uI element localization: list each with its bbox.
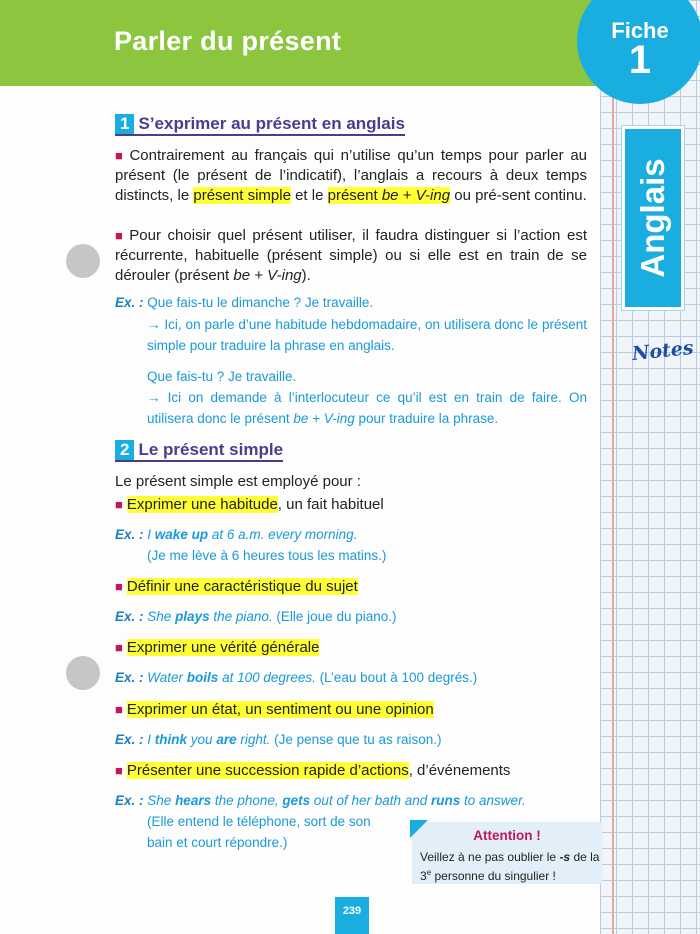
example-label: Ex. : (115, 732, 144, 747)
highlight: Exprimer une vérité générale (126, 639, 320, 656)
text: boils (186, 670, 219, 685)
text: I (147, 732, 155, 747)
text: the phone, (211, 793, 283, 808)
text: Water (147, 670, 187, 685)
text: wake up (154, 527, 209, 542)
text: She (147, 609, 176, 624)
notes-label: Notes (631, 336, 695, 366)
text: be + V-ing (233, 267, 302, 284)
page-title: Parler du présent (114, 26, 342, 56)
text: -s (559, 850, 571, 864)
text: to answer. (460, 793, 526, 808)
text: , un fait habituel (277, 496, 384, 513)
highlight: Présenter une succession rapide d’actions (126, 762, 409, 779)
bullet-square-icon: ■ (115, 228, 126, 243)
highlight: présent simple (193, 187, 291, 204)
text: gets (282, 793, 311, 808)
text: hears (175, 793, 212, 808)
section-2-title (115, 440, 283, 462)
section-2-title-text: Le présent simple (138, 440, 284, 459)
bullet-square-icon: ■ (115, 497, 123, 512)
text: be + V-ing (293, 411, 355, 426)
text: ou pré-sent continu. (450, 187, 587, 204)
text: Veillez à ne pas oublier le (420, 850, 560, 864)
text: personne du singulier ! (431, 869, 556, 883)
example-succession-translation-2: bain et court répondre.) (147, 835, 288, 850)
bullet-square-icon: ■ (115, 763, 123, 778)
header-banner (0, 0, 620, 86)
section-2-intro: Le présent simple est employé pour : (115, 473, 361, 490)
text: (Je pense que tu as raison.) (270, 732, 442, 747)
usage-characteristic (115, 577, 358, 597)
text: , d’événements (408, 762, 511, 779)
section-2-number: 2 (115, 440, 134, 460)
example-state (115, 729, 555, 750)
text: Pour choisir quel présent utiliser, il faudra distinguer si l’action est récurrente, habituelle (présent simple) ou si elle est en train de se dérouler (présent (115, 227, 587, 284)
text: (Elle joue du piano.) (272, 609, 397, 624)
subject-tab[interactable] (622, 126, 684, 310)
text: the piano. (209, 609, 273, 624)
example-habit (115, 524, 555, 545)
text: think (154, 732, 188, 747)
example-succession (115, 790, 587, 811)
text: She (147, 793, 176, 808)
attention-title: Attention ! (473, 828, 541, 843)
usage-general-truth (115, 638, 319, 658)
margin-line (612, 0, 614, 934)
example-label: Ex. : (115, 793, 144, 808)
text: (L’eau bout à 100 degrés.) (315, 670, 478, 685)
attention-box (412, 822, 602, 884)
text: right. (236, 732, 271, 747)
example-succession-translation-1: (Elle entend le téléphone, sort de son (147, 814, 371, 829)
text: présent (327, 187, 382, 204)
text: ). (301, 267, 311, 284)
highlight: Exprimer un état, un sentiment ou une opinion (126, 701, 434, 718)
text: be + V-ing (381, 187, 451, 204)
binder-hole-bottom (66, 656, 100, 690)
example-characteristic (115, 606, 555, 627)
text: at 6 a.m. every morning. (208, 527, 358, 542)
text: plays (175, 609, 210, 624)
highlight: Exprimer une habitude (126, 496, 278, 513)
section-1-title-text: S’exprimer au présent en anglais (138, 114, 405, 133)
bullet-square-icon: ■ (115, 579, 123, 594)
fiche-number: 1 (628, 38, 652, 82)
section-1-example-2: Que fais-tu ? Je travaille. (147, 369, 297, 384)
section-1-title (115, 114, 405, 136)
text: out of her bath and (310, 793, 432, 808)
attention-text (420, 849, 600, 884)
example-habit-translation: (Je me lève à 6 heures tous les matins.) (147, 548, 387, 563)
text: at 100 degrees. (218, 670, 316, 685)
text: et le (290, 187, 328, 204)
bullet-square-icon: ■ (115, 148, 126, 163)
text: → Ici on demande à l’interlocuteur ce qu’il est en train de faire. On utilisera donc le présent (147, 390, 587, 426)
text: I (147, 527, 155, 542)
highlight (328, 187, 450, 204)
bullet-square-icon: ■ (115, 702, 123, 717)
section-1-paragraph-2 (115, 226, 587, 286)
text: Contrairement au français qui n’utilise qu’un temps pour parler au présent (le présent de l’indicatif), l’anglais a recours à deux temps distincts, le (115, 147, 587, 204)
example-label: Ex. : (115, 609, 144, 624)
text: Que fais-tu le dimanche ? Je travaille. (147, 295, 374, 310)
section-1-number: 1 (115, 114, 134, 134)
section-1-example-1-explanation: → Ici, on parle d’une habitude hebdomadaire, on utilisera donc le présent simple pour traduire la phrase en anglais. (147, 317, 587, 353)
attention-corner-icon (410, 820, 428, 838)
subject-tab-label: Anglais (634, 158, 671, 278)
text: pour traduire la phrase. (354, 411, 499, 426)
example-label: Ex. : (115, 295, 144, 310)
usage-succession (115, 761, 510, 781)
usage-state (115, 700, 434, 720)
section-1-example-2-explanation (147, 387, 587, 429)
usage-habit (115, 495, 384, 515)
text: de la 3 (420, 850, 600, 883)
binder-hole-top (66, 244, 100, 278)
text: you (187, 732, 217, 747)
text: e (426, 868, 432, 877)
section-1-paragraph-1 (115, 146, 587, 206)
bullet-square-icon: ■ (115, 640, 123, 655)
page-number: 239 (335, 897, 369, 934)
fiche-label: Fiche (611, 18, 669, 43)
highlight: Définir une caractéristique du sujet (126, 578, 358, 595)
example-general-truth (115, 667, 555, 688)
example-label: Ex. : (115, 527, 144, 542)
example-label: Ex. : (115, 670, 144, 685)
section-1-example-1 (115, 292, 587, 313)
text: are (216, 732, 237, 747)
text: runs (431, 793, 461, 808)
